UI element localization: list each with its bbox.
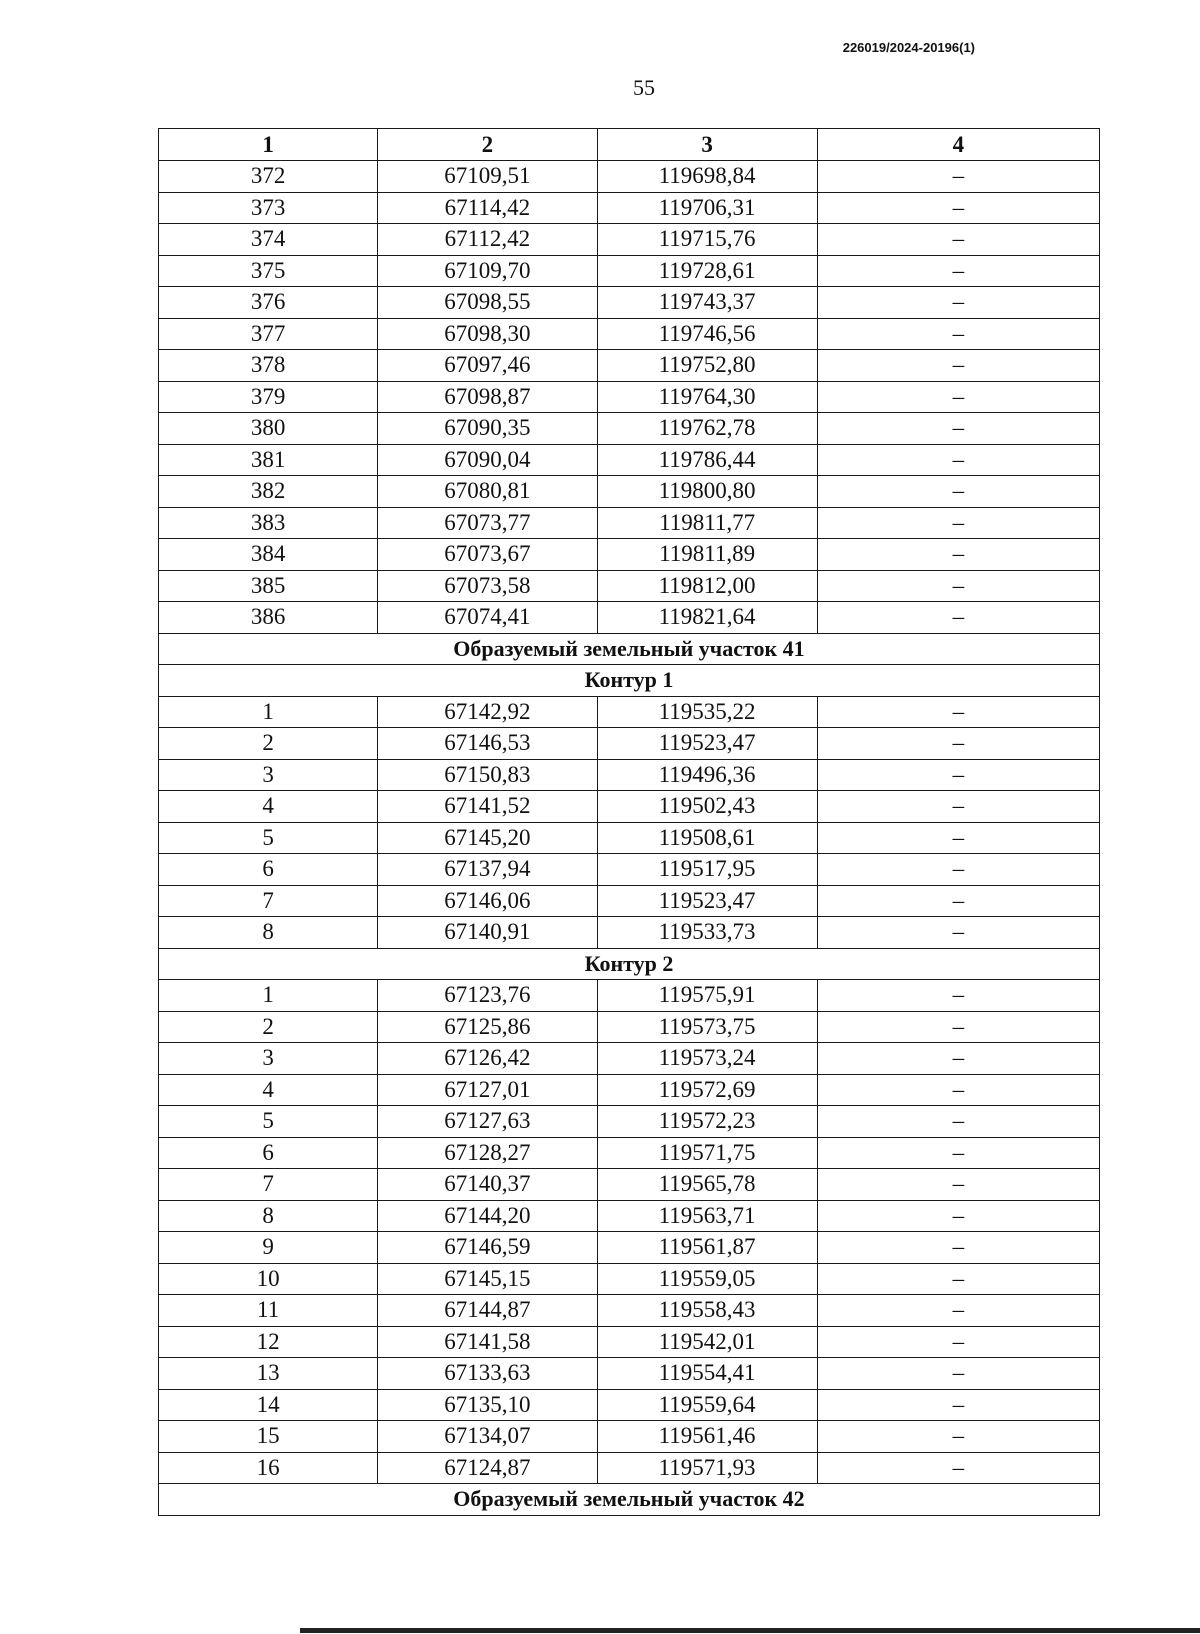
y-coordinate-cell: 119743,37 xyxy=(597,287,817,319)
table-row xyxy=(159,161,1100,193)
table-row xyxy=(159,318,1100,350)
x-coordinate-cell: 67114,42 xyxy=(378,192,597,224)
x-coordinate-cell: 67134,07 xyxy=(378,1421,597,1453)
column-4-cell: – xyxy=(817,350,1099,382)
point-number-cell: 4 xyxy=(159,1074,378,1106)
y-coordinate-cell: 119573,75 xyxy=(597,1011,817,1043)
column-4-cell: – xyxy=(817,1421,1099,1453)
point-number-cell: 14 xyxy=(159,1389,378,1421)
table-header-row xyxy=(159,129,1100,161)
y-coordinate-cell: 119811,77 xyxy=(597,507,817,539)
x-coordinate-cell: 67097,46 xyxy=(378,350,597,382)
column-4-cell: – xyxy=(817,1011,1099,1043)
point-number-cell: 386 xyxy=(159,602,378,634)
x-coordinate-cell: 67098,55 xyxy=(378,287,597,319)
column-4-cell: – xyxy=(817,539,1099,571)
column-4-cell: – xyxy=(817,1043,1099,1075)
point-number-cell: 8 xyxy=(159,1200,378,1232)
point-number-cell: 6 xyxy=(159,1137,378,1169)
table-row xyxy=(159,759,1100,791)
point-number-cell: 16 xyxy=(159,1452,378,1484)
column-4-cell: – xyxy=(817,791,1099,823)
y-coordinate-cell: 119523,47 xyxy=(597,885,817,917)
point-number-cell: 2 xyxy=(159,728,378,760)
point-number-cell: 10 xyxy=(159,1263,378,1295)
y-coordinate-cell: 119728,61 xyxy=(597,255,817,287)
y-coordinate-cell: 119554,41 xyxy=(597,1358,817,1390)
x-coordinate-cell: 67145,20 xyxy=(378,822,597,854)
column-4-cell: – xyxy=(817,192,1099,224)
x-coordinate-cell: 67073,58 xyxy=(378,570,597,602)
column-header-4: 4 xyxy=(817,129,1099,161)
x-coordinate-cell: 67123,76 xyxy=(378,980,597,1012)
column-4-cell: – xyxy=(817,1263,1099,1295)
x-coordinate-cell: 67080,81 xyxy=(378,476,597,508)
point-number-cell: 5 xyxy=(159,822,378,854)
x-coordinate-cell: 67109,70 xyxy=(378,255,597,287)
point-number-cell: 6 xyxy=(159,854,378,886)
table-row xyxy=(159,570,1100,602)
table-row xyxy=(159,1452,1100,1484)
column-header-2: 2 xyxy=(378,129,597,161)
x-coordinate-cell: 67144,87 xyxy=(378,1295,597,1327)
table-row xyxy=(159,350,1100,382)
table-row xyxy=(159,1295,1100,1327)
section-label: Контур 1 xyxy=(159,665,1100,697)
point-number-cell: 377 xyxy=(159,318,378,350)
point-number-cell: 4 xyxy=(159,791,378,823)
x-coordinate-cell: 67128,27 xyxy=(378,1137,597,1169)
y-coordinate-cell: 119571,93 xyxy=(597,1452,817,1484)
column-4-cell: – xyxy=(817,1074,1099,1106)
x-coordinate-cell: 67133,63 xyxy=(378,1358,597,1390)
y-coordinate-cell: 119561,87 xyxy=(597,1232,817,1264)
table-row xyxy=(159,1169,1100,1201)
section-label: Контур 2 xyxy=(159,948,1100,980)
y-coordinate-cell: 119572,23 xyxy=(597,1106,817,1138)
x-coordinate-cell: 67150,83 xyxy=(378,759,597,791)
y-coordinate-cell: 119559,64 xyxy=(597,1389,817,1421)
section-header-row xyxy=(159,665,1100,697)
point-number-cell: 5 xyxy=(159,1106,378,1138)
y-coordinate-cell: 119715,76 xyxy=(597,224,817,256)
column-header-1: 1 xyxy=(159,129,378,161)
column-4-cell: – xyxy=(817,1358,1099,1390)
x-coordinate-cell: 67141,58 xyxy=(378,1326,597,1358)
column-4-cell: – xyxy=(817,602,1099,634)
y-coordinate-cell: 119563,71 xyxy=(597,1200,817,1232)
point-number-cell: 9 xyxy=(159,1232,378,1264)
page-number: 55 xyxy=(633,75,655,100)
point-number-cell: 381 xyxy=(159,444,378,476)
table-row xyxy=(159,1106,1100,1138)
point-number-cell: 15 xyxy=(159,1421,378,1453)
column-4-cell: – xyxy=(817,1106,1099,1138)
x-coordinate-cell: 67098,30 xyxy=(378,318,597,350)
column-4-cell: – xyxy=(817,570,1099,602)
point-number-cell: 3 xyxy=(159,759,378,791)
table-row xyxy=(159,1137,1100,1169)
table-row xyxy=(159,980,1100,1012)
y-coordinate-cell: 119542,01 xyxy=(597,1326,817,1358)
column-4-cell: – xyxy=(817,287,1099,319)
table-row xyxy=(159,192,1100,224)
y-coordinate-cell: 119535,22 xyxy=(597,696,817,728)
table-row xyxy=(159,1074,1100,1106)
y-coordinate-cell: 119523,47 xyxy=(597,728,817,760)
point-number-cell: 13 xyxy=(159,1358,378,1390)
y-coordinate-cell: 119533,73 xyxy=(597,917,817,949)
table-row xyxy=(159,917,1100,949)
y-coordinate-cell: 119752,80 xyxy=(597,350,817,382)
table-row xyxy=(159,791,1100,823)
y-coordinate-cell: 119572,69 xyxy=(597,1074,817,1106)
section-header-row xyxy=(159,1484,1100,1516)
x-coordinate-cell: 67127,63 xyxy=(378,1106,597,1138)
point-number-cell: 12 xyxy=(159,1326,378,1358)
point-number-cell: 379 xyxy=(159,381,378,413)
table-row xyxy=(159,444,1100,476)
table-row xyxy=(159,539,1100,571)
table-row xyxy=(159,476,1100,508)
y-coordinate-cell: 119558,43 xyxy=(597,1295,817,1327)
table-row xyxy=(159,1043,1100,1075)
column-4-cell: – xyxy=(817,759,1099,791)
table-row xyxy=(159,1232,1100,1264)
table-row xyxy=(159,822,1100,854)
x-coordinate-cell: 67146,53 xyxy=(378,728,597,760)
column-4-cell: – xyxy=(817,476,1099,508)
column-4-cell: – xyxy=(817,507,1099,539)
point-number-cell: 2 xyxy=(159,1011,378,1043)
x-coordinate-cell: 67146,59 xyxy=(378,1232,597,1264)
y-coordinate-cell: 119571,75 xyxy=(597,1137,817,1169)
point-number-cell: 383 xyxy=(159,507,378,539)
column-4-cell: – xyxy=(817,1389,1099,1421)
table-row xyxy=(159,602,1100,634)
x-coordinate-cell: 67125,86 xyxy=(378,1011,597,1043)
point-number-cell: 380 xyxy=(159,413,378,445)
column-4-cell: – xyxy=(817,161,1099,193)
table-row xyxy=(159,1326,1100,1358)
x-coordinate-cell: 67140,91 xyxy=(378,917,597,949)
y-coordinate-cell: 119565,78 xyxy=(597,1169,817,1201)
y-coordinate-cell: 119821,64 xyxy=(597,602,817,634)
column-4-cell: – xyxy=(817,917,1099,949)
column-4-cell: – xyxy=(817,413,1099,445)
table-row xyxy=(159,1389,1100,1421)
column-4-cell: – xyxy=(817,444,1099,476)
y-coordinate-cell: 119561,46 xyxy=(597,1421,817,1453)
y-coordinate-cell: 119496,36 xyxy=(597,759,817,791)
column-4-cell: – xyxy=(817,381,1099,413)
x-coordinate-cell: 67145,15 xyxy=(378,1263,597,1295)
x-coordinate-cell: 67073,67 xyxy=(378,539,597,571)
point-number-cell: 3 xyxy=(159,1043,378,1075)
table-row xyxy=(159,413,1100,445)
table-body xyxy=(159,161,1100,1516)
y-coordinate-cell: 119800,80 xyxy=(597,476,817,508)
table-row xyxy=(159,1200,1100,1232)
table-row xyxy=(159,507,1100,539)
column-4-cell: – xyxy=(817,318,1099,350)
table-row xyxy=(159,1358,1100,1390)
table-row xyxy=(159,381,1100,413)
y-coordinate-cell: 119573,24 xyxy=(597,1043,817,1075)
table-row xyxy=(159,728,1100,760)
point-number-cell: 1 xyxy=(159,980,378,1012)
column-4-cell: – xyxy=(817,255,1099,287)
column-4-cell: – xyxy=(817,1200,1099,1232)
x-coordinate-cell: 67141,52 xyxy=(378,791,597,823)
column-4-cell: – xyxy=(817,854,1099,886)
table-row xyxy=(159,1421,1100,1453)
x-coordinate-cell: 67144,20 xyxy=(378,1200,597,1232)
x-coordinate-cell: 67098,87 xyxy=(378,381,597,413)
y-coordinate-cell: 119517,95 xyxy=(597,854,817,886)
y-coordinate-cell: 119575,91 xyxy=(597,980,817,1012)
point-number-cell: 374 xyxy=(159,224,378,256)
y-coordinate-cell: 119811,89 xyxy=(597,539,817,571)
x-coordinate-cell: 67135,10 xyxy=(378,1389,597,1421)
x-coordinate-cell: 67090,04 xyxy=(378,444,597,476)
y-coordinate-cell: 119812,00 xyxy=(597,570,817,602)
section-label: Образуемый земельный участок 42 xyxy=(159,1484,1100,1516)
point-number-cell: 8 xyxy=(159,917,378,949)
page-bottom-edge xyxy=(300,1628,1200,1633)
x-coordinate-cell: 67146,06 xyxy=(378,885,597,917)
column-4-cell: – xyxy=(817,696,1099,728)
y-coordinate-cell: 119508,61 xyxy=(597,822,817,854)
table-row xyxy=(159,696,1100,728)
point-number-cell: 1 xyxy=(159,696,378,728)
y-coordinate-cell: 119764,30 xyxy=(597,381,817,413)
x-coordinate-cell: 67109,51 xyxy=(378,161,597,193)
column-4-cell: – xyxy=(817,822,1099,854)
point-number-cell: 384 xyxy=(159,539,378,571)
column-4-cell: – xyxy=(817,1137,1099,1169)
column-4-cell: – xyxy=(817,1326,1099,1358)
y-coordinate-cell: 119706,31 xyxy=(597,192,817,224)
column-4-cell: – xyxy=(817,224,1099,256)
table-row xyxy=(159,224,1100,256)
y-coordinate-cell: 119502,43 xyxy=(597,791,817,823)
section-label: Образуемый земельный участок 41 xyxy=(159,633,1100,665)
point-number-cell: 378 xyxy=(159,350,378,382)
x-coordinate-cell: 67137,94 xyxy=(378,854,597,886)
column-header-3: 3 xyxy=(597,129,817,161)
table-row xyxy=(159,255,1100,287)
x-coordinate-cell: 67142,92 xyxy=(378,696,597,728)
coordinates-table xyxy=(158,128,1100,1516)
section-header-row xyxy=(159,948,1100,980)
table-row xyxy=(159,1011,1100,1043)
point-number-cell: 7 xyxy=(159,885,378,917)
point-number-cell: 375 xyxy=(159,255,378,287)
point-number-cell: 382 xyxy=(159,476,378,508)
point-number-cell: 385 xyxy=(159,570,378,602)
x-coordinate-cell: 67090,35 xyxy=(378,413,597,445)
point-number-cell: 376 xyxy=(159,287,378,319)
x-coordinate-cell: 67126,42 xyxy=(378,1043,597,1075)
column-4-cell: – xyxy=(817,1169,1099,1201)
document-reference: 226019/2024-20196(1) xyxy=(842,40,975,55)
point-number-cell: 372 xyxy=(159,161,378,193)
y-coordinate-cell: 119786,44 xyxy=(597,444,817,476)
y-coordinate-cell: 119698,84 xyxy=(597,161,817,193)
column-4-cell: – xyxy=(817,1232,1099,1264)
x-coordinate-cell: 67124,87 xyxy=(378,1452,597,1484)
y-coordinate-cell: 119559,05 xyxy=(597,1263,817,1295)
section-header-row xyxy=(159,633,1100,665)
point-number-cell: 11 xyxy=(159,1295,378,1327)
x-coordinate-cell: 67112,42 xyxy=(378,224,597,256)
table-row xyxy=(159,885,1100,917)
x-coordinate-cell: 67127,01 xyxy=(378,1074,597,1106)
x-coordinate-cell: 67073,77 xyxy=(378,507,597,539)
column-4-cell: – xyxy=(817,1295,1099,1327)
table-row xyxy=(159,1263,1100,1295)
column-4-cell: – xyxy=(817,1452,1099,1484)
table-row xyxy=(159,287,1100,319)
y-coordinate-cell: 119746,56 xyxy=(597,318,817,350)
point-number-cell: 373 xyxy=(159,192,378,224)
point-number-cell: 7 xyxy=(159,1169,378,1201)
table-row xyxy=(159,854,1100,886)
column-4-cell: – xyxy=(817,728,1099,760)
x-coordinate-cell: 67074,41 xyxy=(378,602,597,634)
x-coordinate-cell: 67140,37 xyxy=(378,1169,597,1201)
column-4-cell: – xyxy=(817,980,1099,1012)
y-coordinate-cell: 119762,78 xyxy=(597,413,817,445)
column-4-cell: – xyxy=(817,885,1099,917)
